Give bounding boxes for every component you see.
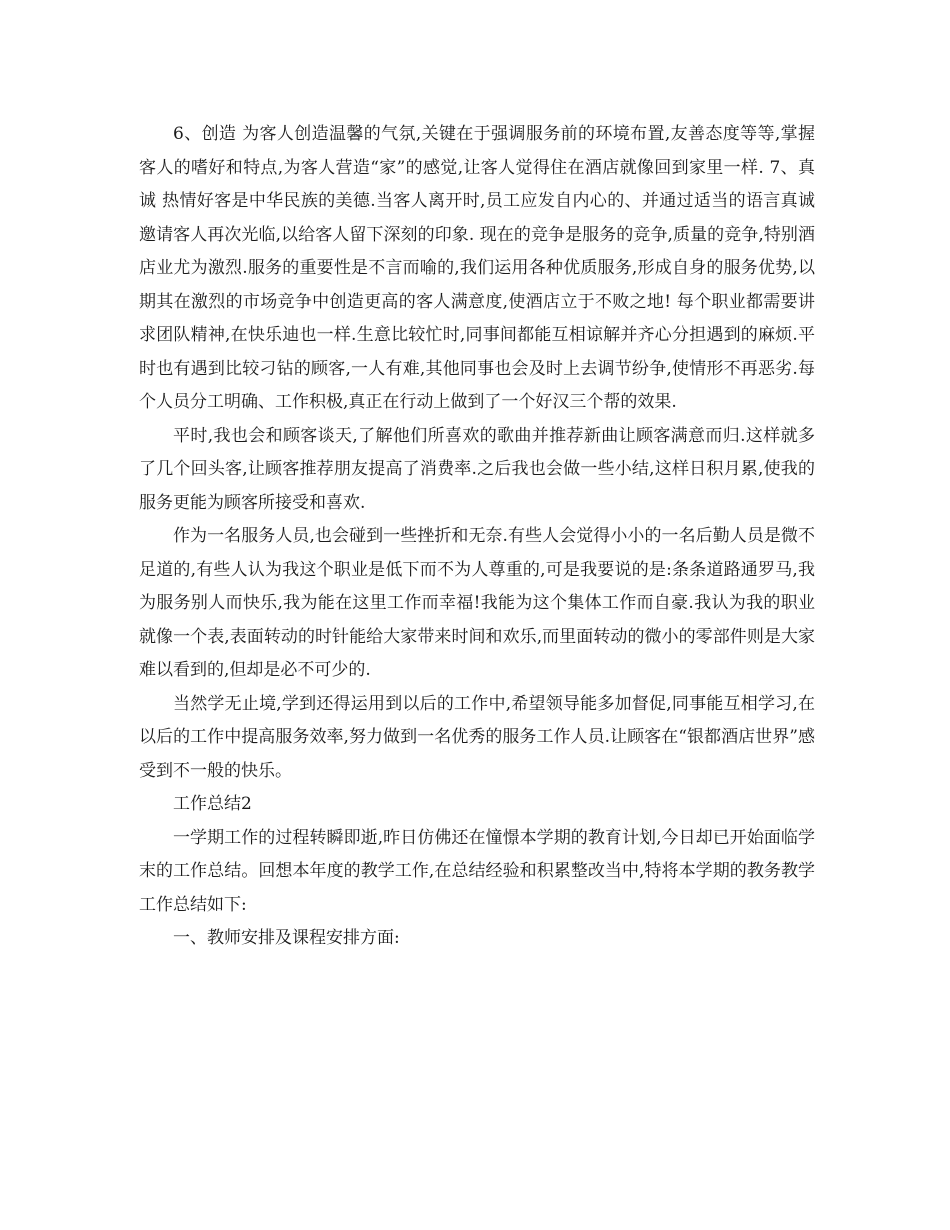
section-title: 工作总结2 bbox=[173, 794, 252, 814]
paragraph-semester-summary-intro: 一学期工作的过程转瞬即逝,昨日仿佛还在憧憬本学期的教育计划,今日却已开始面临学末的工作总结。回想本年度的教学工作,在总结经验和积累整改当中,特将本学期的教务教学工作总结如下: bbox=[139, 827, 815, 915]
document-body bbox=[139, 118, 815, 956]
paragraph-setbacks-and-pride: 作为一名服务人员,也会碰到一些挫折和无奈.有些人会觉得小小的一名后勤人员是微不足道的,有些人认为我这个职业是低下而不为人尊重的,可是我要说的是:条条道路通罗马,我为服务别人而快乐,我为能在这里工作而幸福!我能为这个集体工作而自豪.我认为我的职业就像一个表,表面转动的时针能给大家带来时间和欢乐,而里面转动的微小的零部件则是大家难以看到的,但却是必不可少的. bbox=[139, 526, 815, 680]
paragraph-continuous-learning: 当然学无止境,学到还得运用到以后的工作中,希望领导能多加督促,同事能互相学习,在以后的工作中提高服务效率,努力做到一名优秀的服务工作人员.让顾客在“银都酒店世界”感受到不一般的快乐。 bbox=[139, 693, 815, 781]
paragraph-chatting-with-customers: 平时,我也会和顾客谈天,了解他们所喜欢的歌曲并推荐新曲让顾客满意而归.这样就多了几个回头客,让顾客推荐朋友提高了消费率.之后我也会做一些小结,这样日积月累,使我的服务更能为顾客所接受和喜欢. bbox=[139, 425, 815, 513]
paragraph-teacher-course-arrangement: 一、教师安排及课程安排方面: bbox=[173, 928, 400, 948]
paragraph-service-qualities: 6、创造 为客人创造温馨的气氛,关键在于强调服务前的环境布置,友善态度等等,掌握客人的嗜好和特点,为客人营造“家”的感觉,让客人觉得住在酒店就像回到家里一样. 7、真诚 热情好客是中华民族的美德.当客人离开时,员工应发自内心的、并通过适当的语言真诚邀请客人再次光临,以给客人留下深刻的印象. 现在的竞争是服务的竞争,质量的竞争,特别酒店业尤为激烈.服务的重要性是不言而喻的,我们运用各种优质服务,形成自身的服务优势,以期其在激烈的市场竞争中创造更高的客人满意度,使酒店立于不败之地! 每个职业都需要讲求团队精神,在快乐迪也一样.生意比较忙时,同事间都能互相谅解并齐心分担遇到的麻烦.平时也有遇到比较刁钻的顾客,一人有难,其他同事也会及时上去调节纷争,使情形不再恶劣.每个人员分工明确、工作积极,真正在行动上做到了一个好汉三个帮的效果. bbox=[139, 124, 815, 412]
